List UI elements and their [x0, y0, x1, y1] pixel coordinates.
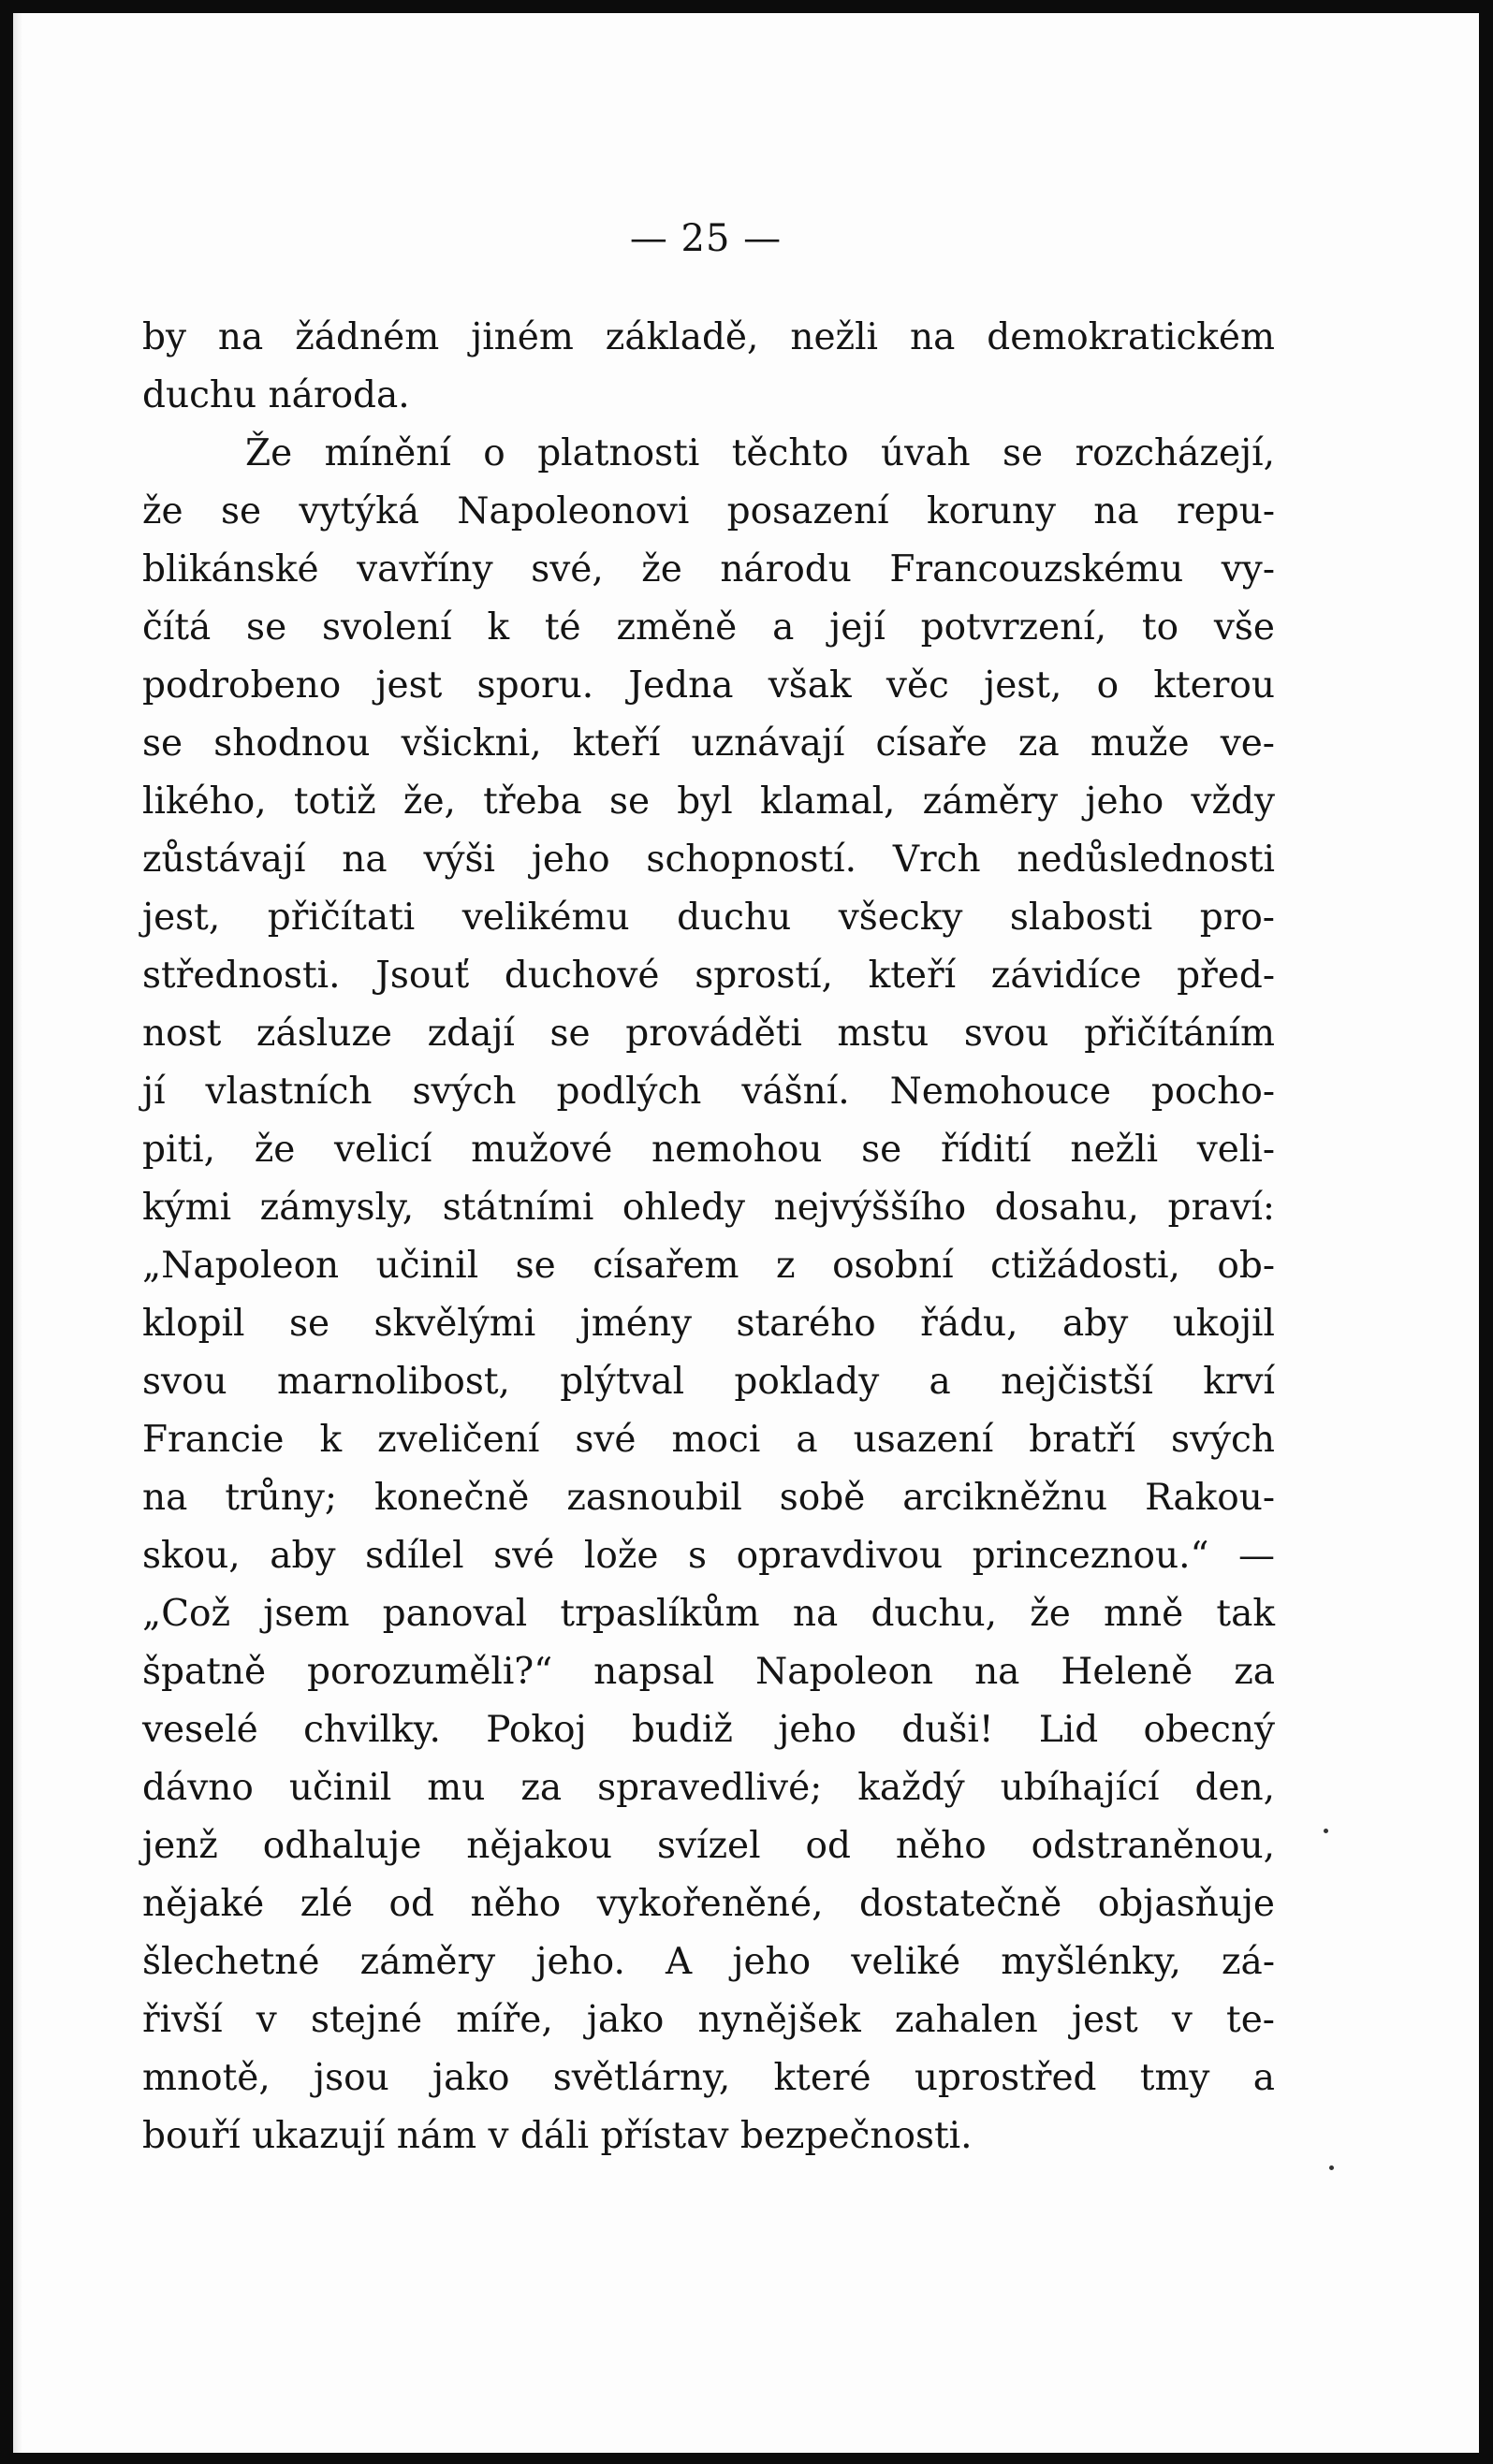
text-line: podrobeno jest sporu. Jedna však věc jest, o kterou	[142, 664, 1275, 707]
text-line: dávno učinil mu za spravedlivé; každý ubíhající den,	[142, 1767, 1275, 1809]
body-text	[142, 309, 1275, 2165]
text-line: „Napoleon učinil se císařem z osobní ctižádosti, ob-	[142, 1245, 1275, 1287]
text-line: šlechetné záměry jeho. A jeho veliké myšlénky, zá-	[142, 1941, 1275, 1983]
text-line: se shodnou všickni, kteří uznávají císaře za muže ve-	[142, 722, 1275, 765]
text-line: na trůny; konečně zasnoubil sobě arcikněžnu Rakou-	[142, 1477, 1275, 1519]
text-line: čítá se svolení k té změně a její potvrzení, to vše	[142, 606, 1275, 649]
text-line: mnotě, jsou jako světlárny, které uprostřed tmy a	[142, 2057, 1275, 2099]
text-line: jí vlastních svých podlých vášní. Nemohouce pocho-	[142, 1071, 1275, 1113]
text-line: kými zámysly, státními ohledy nejvýššího dosahu, praví:	[142, 1187, 1275, 1229]
text-line: duchu národa.	[142, 374, 410, 416]
text-line: jenž odhaluje nějakou svízel od něho odstraněnou,	[142, 1825, 1275, 1867]
text-line: klopil se skvělými jmény starého řádu, aby ukojil	[142, 1303, 1275, 1345]
text-line: špatně porozuměli?“ napsal Napoleon na Heleně za	[142, 1651, 1275, 1693]
scan-speck	[1324, 1829, 1328, 1833]
book-page	[13, 13, 1479, 2453]
text-line: svou marnolibost, plýtval poklady a nejčistší krví	[142, 1361, 1275, 1403]
page-number: — 25 —	[629, 217, 783, 260]
text-line: skou, aby sdílel své lože s opravdivou princeznou.“ —	[142, 1535, 1275, 1577]
text-line: Že mínění o platnosti těchto úvah se rozcházejí,	[245, 432, 1275, 474]
scan-speck	[1329, 2165, 1334, 2170]
text-line: Francie k zveličení své moci a usazení bratří svých	[142, 1419, 1275, 1461]
text-line: piti, že velicí mužové nemohou se řídití nežli veli-	[142, 1129, 1275, 1171]
text-line: střednosti. Jsouť duchové sprostí, kteří závidíce před-	[142, 955, 1275, 997]
gutter-shadow	[13, 13, 22, 2453]
text-line: zůstávají na výši jeho schopností. Vrch nedůslednosti	[142, 838, 1275, 881]
text-line: jest, přičítati velikému duchu všecky slabosti pro-	[142, 897, 1275, 939]
text-line: nějaké zlé od něho vykořeněné, dostatečně objasňuje	[142, 1883, 1275, 1925]
text-line: likého, totiž že, třeba se byl klamal, záměry jeho vždy	[142, 780, 1275, 823]
text-line: řivší v stejné míře, jako nynějšek zahalen jest v te-	[142, 1999, 1275, 2041]
text-line: by na žádném jiném základě, nežli na demokratickém	[142, 316, 1275, 358]
text-line: „Což jsem panoval trpaslíkům na duchu, že mně tak	[142, 1593, 1275, 1635]
text-line: blikánské vavříny své, že národu Francouzskému vy-	[142, 548, 1275, 590]
text-line: nost zásluze zdají se prováděti mstu svou přičítáním	[142, 1013, 1275, 1055]
text-line: bouří ukazují nám v dáli přístav bezpečnosti.	[142, 2115, 973, 2157]
text-line: veselé chvilky. Pokoj budiž jeho duši! Lid obecný	[142, 1709, 1275, 1751]
text-line: že se vytýká Napoleonovi posazení koruny na repu-	[142, 490, 1275, 532]
